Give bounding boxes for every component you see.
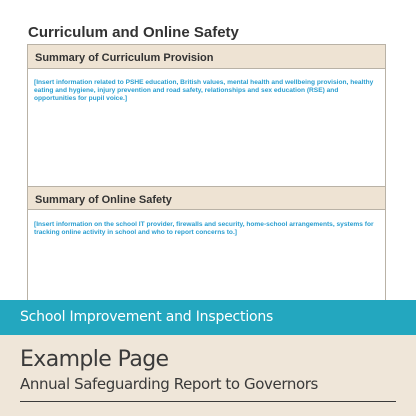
curriculum-provision-heading: Summary of Curriculum Provision	[28, 45, 385, 69]
online-safety-placeholder[interactable]: [Insert information on the school IT provider, firewalls and security, home-school arrangements, systems for tracking online activity in school and who to report concerns to.]	[34, 221, 374, 236]
category-banner	[0, 300, 416, 335]
footer-panel	[0, 335, 416, 416]
footer-divider	[20, 401, 396, 402]
footer-title: Example Page	[20, 347, 169, 372]
footer-subtitle: Annual Safeguarding Report to Governors	[20, 375, 318, 393]
page-title: Curriculum and Online Safety	[28, 24, 239, 41]
curriculum-provision-placeholder[interactable]: [Insert information related to PSHE education, British values, mental health and wellbeing provision, healthy eating and hygiene, injury prevention and road safety, relationships and sex education (RSE) and opportunities for pupil voice.]	[34, 79, 374, 102]
banner-label: School Improvement and Inspections	[20, 309, 274, 325]
report-table	[27, 44, 386, 300]
online-safety-heading: Summary of Online Safety	[28, 186, 385, 210]
